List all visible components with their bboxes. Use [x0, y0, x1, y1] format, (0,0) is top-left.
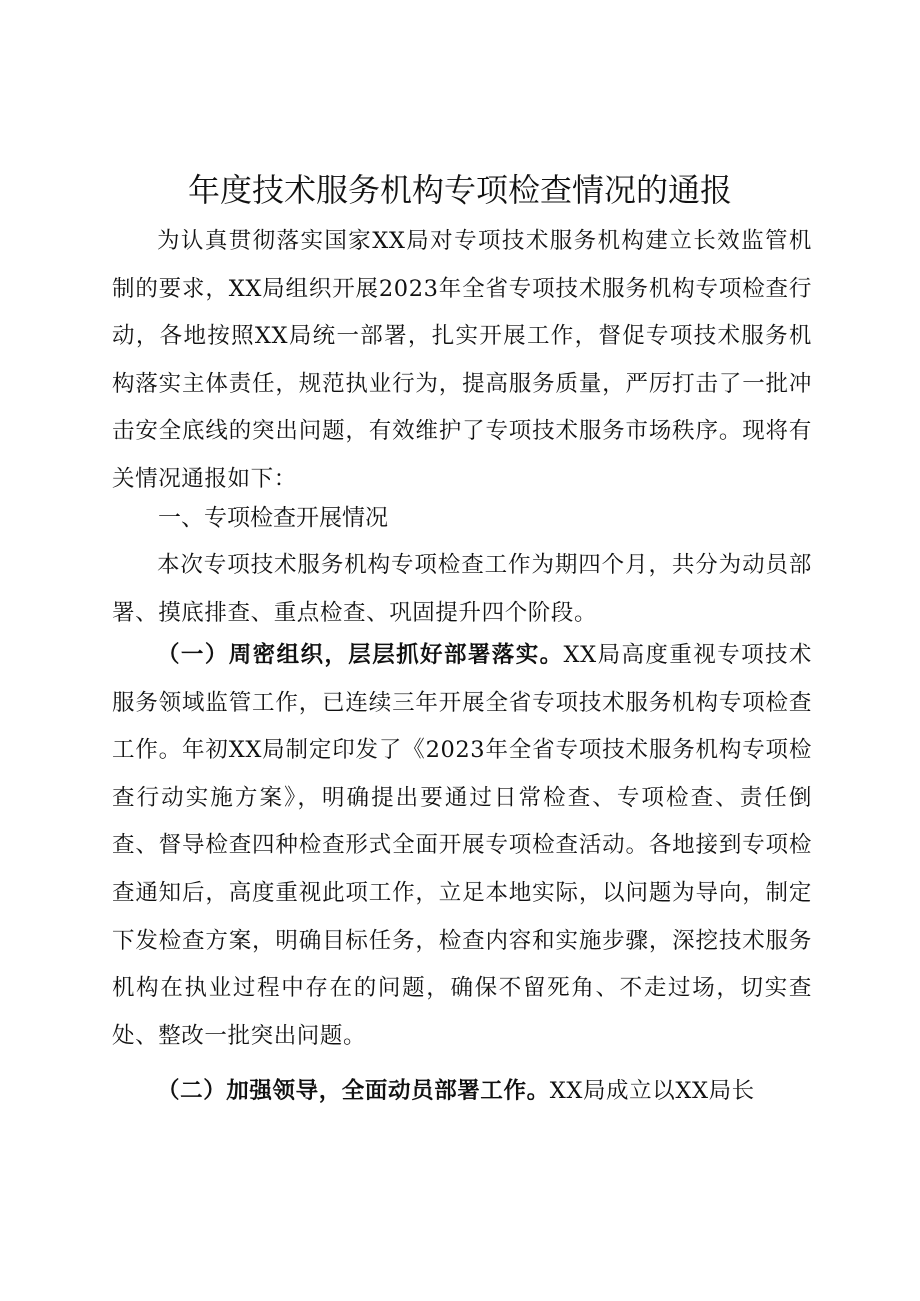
section-intro-paragraph: 本次专项技术服务机构专项检查工作为期四个月，共分为动员部署、摸底排查、重点检查、巩固提升四个阶段。 — [112, 552, 812, 626]
document-title: 年度技术服务机构专项检查情况的通报 — [187, 171, 732, 209]
item-two-paragraph — [112, 1068, 812, 1116]
item-one-text: XX局高度重视专项技术服务领域监管工作，已连续三年开展全省专项技术服务机构专项检查工作。年初XX局制定印发了《2023年全省专项技术服务机构专项检查行动实施方案》，明确提出要通过日常检查、专项检查、责任倒查、督导检查四种检查形式全面开展专项检查活动。各地接到专项检查通知后，高度重视此项工作，立足本地实际，以问题为导向，制定下发检查方案，明确目标任务，检查内容和实施步骤，深挖技术服务机构在执业过程中存在的问题，确保不留死角、不走过场，切实查处、整改一批突出问题。 — [112, 642, 813, 1049]
item-two-text: XX局成立以XX局长 — [549, 1078, 755, 1104]
item-one-lead: （一）周密组织，层层抓好部署落实。 — [157, 642, 564, 668]
item-two-lead: （二）加强领导，全面动员部署工作。 — [157, 1078, 550, 1104]
item-one-paragraph — [112, 632, 812, 1060]
section-heading: 一、专项检查开展情况 — [158, 505, 388, 531]
intro-paragraph: 为认真贯彻落实国家XX局对专项技术服务机构建立长效监管机制的要求，XX局组织开展2023年全省专项技术服务机构专项检查行动，各地按照XX局统一部署，扎实开展工作，督促专项技术服务机构落实主体责任，规范执业行为，提高服务质量，严厉打击了一批冲击安全底线的突出问题，有效维护了专项技术服务市场秩序。现将有关情况通报如下： — [112, 228, 812, 492]
